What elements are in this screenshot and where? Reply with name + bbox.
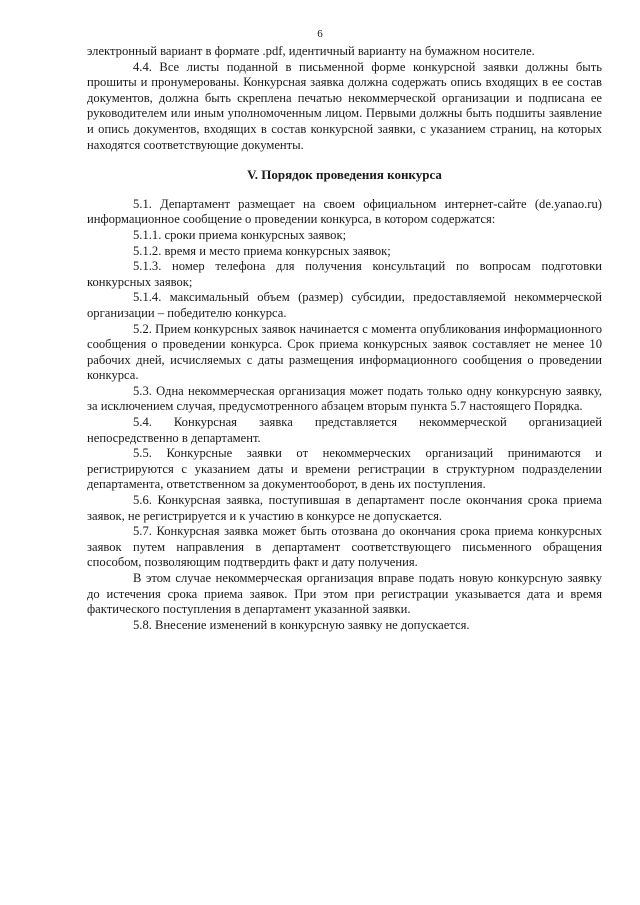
paragraph-5-8: 5.8. Внесение изменений в конкурсную заявку не допускается. — [133, 617, 470, 632]
paragraph-5-6: 5.6. Конкурсная заявка, поступившая в департамент после окончания срока приема заявок, не регистрируется и к участию в конкурсе не допускается. — [87, 493, 602, 523]
paragraph-5-1-1: 5.1.1. сроки приема конкурсных заявок; — [133, 227, 347, 242]
paragraph-5-7: 5.7. Конкурсная заявка может быть отозвана до окончания срока приема конкурсных заявок путем направления в департамент соответствующего письменного обращения способом, позволяющим подтвердить факт и дату получения. — [87, 524, 602, 570]
document-body — [87, 44, 602, 633]
paragraph: электронный вариант в формате .pdf, идентичный варианту на бумажном носителе. — [87, 44, 535, 58]
paragraph-5-1-2: 5.1.2. время и место приема конкурсных заявок; — [133, 243, 391, 258]
paragraph-5-1-4: 5.1.4. максимальный объем (размер) субсидии, предоставляемой некоммерческой организации – победителю конкурса. — [87, 290, 602, 320]
paragraph-5-1-3: 5.1.3. номер телефона для получения консультаций по вопросам подготовки конкурсных заявок; — [87, 259, 602, 289]
paragraph-5-2: 5.2. Прием конкурсных заявок начинается с момента опубликования информационного сообщения о проведении конкурса. Срок приема конкурсных заявок составляет не менее 10 рабочих дней, исчисляемых с даты размещения информационного сообщения о проведении конкурса. — [87, 321, 602, 383]
paragraph-5-3: 5.3. Одна некоммерческая организация может подать только одну конкурсную заявку, за исключением случая, предусмотренного абзацем вторым пункта 5.7 настоящего Порядка. — [87, 383, 602, 414]
paragraph: 4.4. Все листы поданной в письменной форме конкурсной заявки должны быть прошиты и пронумерованы. Конкурсная заявка должна содержать опись входящих в ее состав документов, должна быть скреплена печатью некоммерческой организации и подписана ее руководителем или иным уполномоченным лицом. Первыми должны быть подшиты заявление и опись документов, входящих в состав конкурсной заявки, с указанием страниц, на которых находятся соответствующие документы. — [87, 59, 602, 152]
paragraph-5-5: 5.5. Конкурсные заявки от некоммерческих организаций принимаются и регистрируются с указанием даты и времени регистрации в структурном подразделении департамента, ответственном за документооборот, в день их поступления. — [87, 446, 602, 492]
section-heading: V. Порядок проведения конкурса — [247, 167, 442, 183]
paragraph-5-4: 5.4. Конкурсная заявка представляется некоммерческой организацией непосредственно в департамент. — [87, 415, 602, 445]
paragraph-5-1: 5.1. Департамент размещает на своем официальном интернет-сайте (de.yanao.ru) информационное сообщение о проведении конкурса, в котором содержатся: — [87, 196, 602, 227]
page-number: 6 — [317, 28, 323, 40]
paragraph-5-7-second: В этом случае некоммерческая организация вправе подать новую конкурсную заявку до истечения срока приема заявок. При этом при регистрации указывается дата и время фактического поступления в департамент указанной заявки. — [87, 571, 602, 617]
